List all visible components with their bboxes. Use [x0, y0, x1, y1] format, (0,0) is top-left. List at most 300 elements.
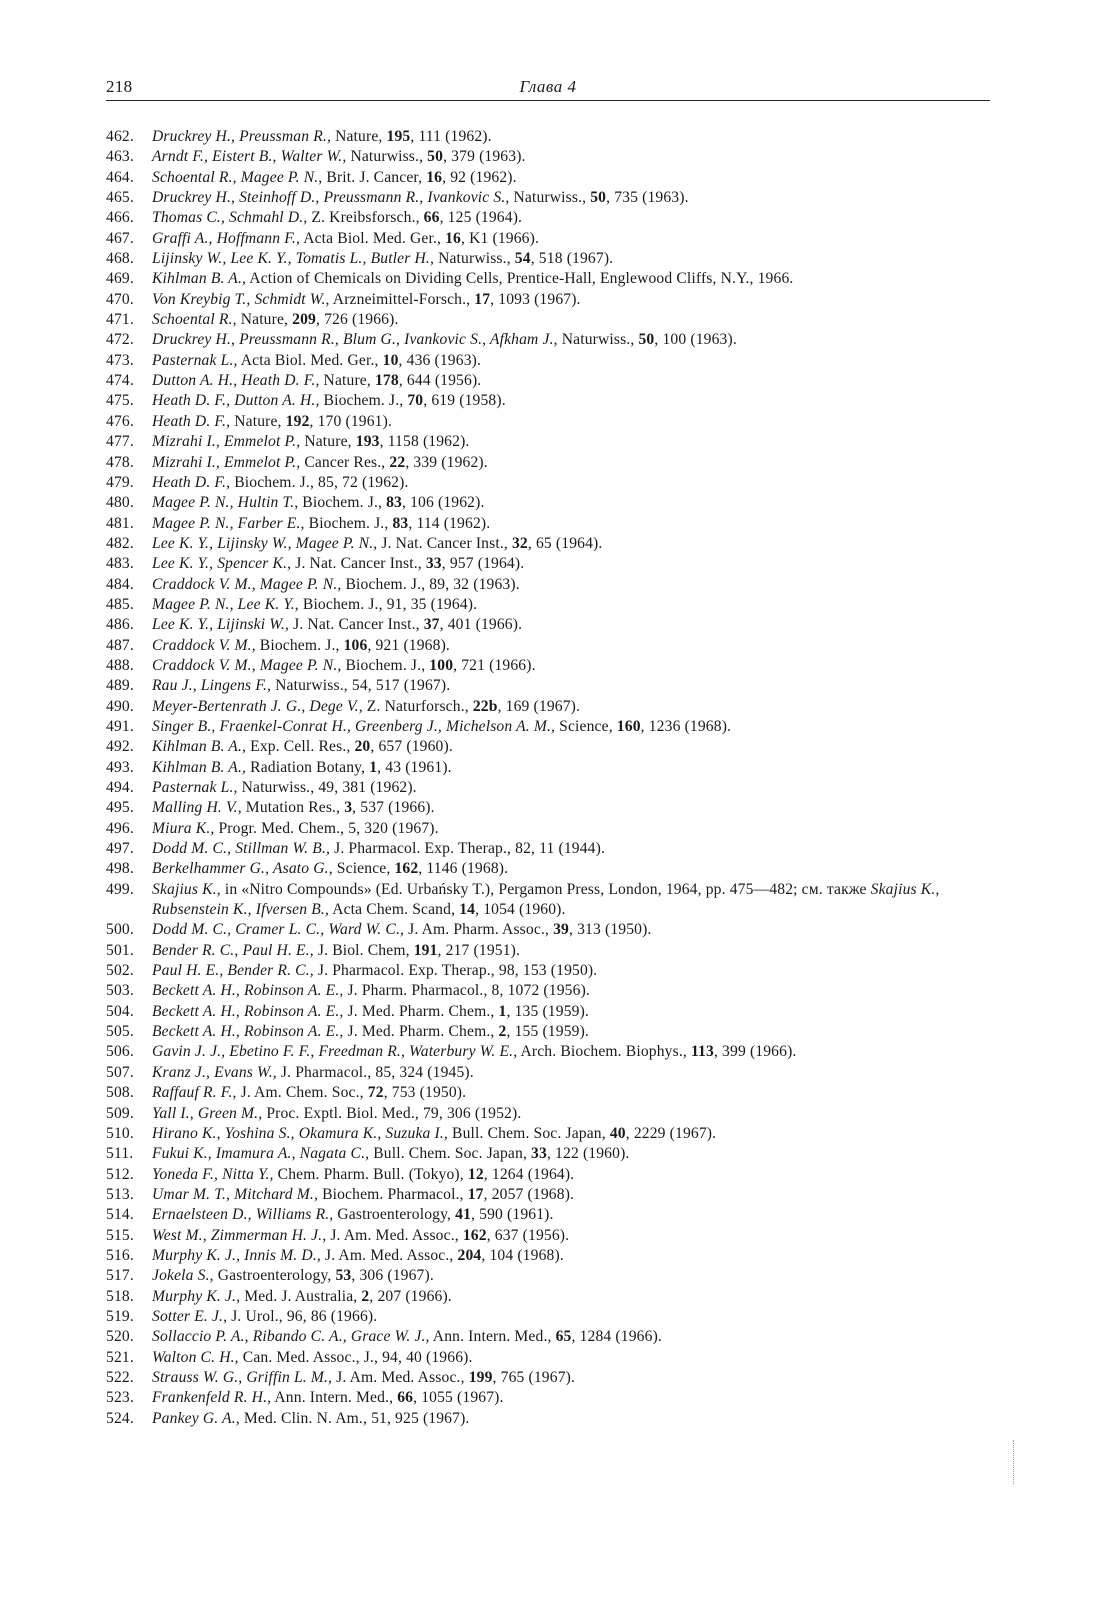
- reference-volume: 33: [531, 1145, 547, 1163]
- reference-volume: 83: [392, 514, 409, 532]
- reference-item: [106, 1185, 990, 1205]
- reference-source: Science,: [332, 860, 395, 878]
- reference-item: [106, 493, 990, 513]
- reference-pages-year: , 217 (1951).: [437, 941, 521, 959]
- reference-item: [106, 290, 990, 310]
- reference-authors: Magee P. N., Lee K. Y.,: [152, 595, 299, 613]
- reference-source: Nature,: [331, 128, 387, 145]
- reference-pages-year: , 169 (1967).: [497, 697, 581, 715]
- reference-item: [106, 880, 990, 921]
- reference-source: Ann. Intern. Med.,: [271, 1389, 398, 1407]
- reference-item: [106, 208, 990, 228]
- reference-authors: Druckrey H., Steinhoff D., Preussmann R., Ivankovic S.,: [152, 189, 510, 207]
- reference-pages-year: , 1054 (1960).: [475, 901, 566, 919]
- reference-pages-year: , 1055 (1967).: [413, 1389, 504, 1407]
- reference-authors: Sotter E. J.,: [152, 1307, 228, 1325]
- reference-volume: 160: [616, 717, 641, 735]
- reference-source: Biochem. J., 89, 32 (1963).: [341, 575, 520, 593]
- reference-authors: Kihlman B. A.,: [152, 270, 247, 288]
- reference-source: J. Pharmacol., 85, 324 (1945).: [276, 1063, 474, 1081]
- reference-volume: 178: [374, 372, 399, 390]
- reference-volume: 10: [382, 351, 399, 369]
- reference-source: J. Pharmacol. Exp. Therap., 98, 153 (1950).: [313, 962, 598, 980]
- reference-source: Gastroenterology,: [213, 1267, 336, 1285]
- reference-item: [106, 1368, 990, 1388]
- reference-source: Naturwiss.,: [346, 148, 428, 166]
- reference-source: Gastroenterology,: [333, 1206, 456, 1224]
- reference-item: [106, 1327, 990, 1347]
- reference-authors: Lee K. Y., Spencer K.,: [152, 555, 292, 573]
- reference-authors: Bender R. C., Paul H. E.,: [152, 941, 314, 959]
- reference-volume: 72: [367, 1084, 384, 1102]
- reference-item: [106, 229, 990, 249]
- reference-authors: Heath D. F.,: [152, 412, 231, 430]
- reference-source: Exp. Cell. Res.,: [246, 738, 355, 756]
- reference-source: Biochem. J.,: [341, 656, 430, 674]
- reference-source: Med. J. Australia,: [240, 1287, 362, 1305]
- reference-item: [106, 1165, 990, 1185]
- reference-item: [106, 473, 990, 493]
- reference-number: 519.: [106, 1307, 134, 1325]
- reference-authors: Miura K.,: [152, 819, 215, 837]
- reference-source: in «Nitro Compounds» (Ed. Urbańsky T.), Pergamon Press, London, 1964, pp. 475—482; см. также: [220, 880, 871, 898]
- reference-item: [106, 859, 990, 879]
- reference-volume: 14: [459, 901, 476, 919]
- reference-authors: Singer B., Fraenkel-Conrat H., Greenberg J., Michelson A. M.,: [152, 717, 556, 735]
- reference-number: 473.: [106, 351, 134, 369]
- reference-pages-year: , 155 (1959).: [506, 1023, 589, 1041]
- reference-item: [106, 798, 990, 818]
- reference-volume: 17: [467, 1185, 484, 1203]
- reference-source: Proc. Exptl. Biol. Med., 79, 306 (1952).: [262, 1104, 522, 1122]
- reference-pages-year: , 2229 (1967).: [625, 1124, 717, 1142]
- reference-authors: Yoneda F., Nitta Y.,: [152, 1165, 274, 1183]
- reference-pages-year: , 921 (1968).: [367, 636, 450, 654]
- reference-number: 520.: [106, 1328, 134, 1346]
- reference-item: [106, 432, 990, 452]
- reference-authors: Heath D. F., Dutton A. H.,: [152, 392, 320, 410]
- reference-number: 483.: [106, 555, 134, 573]
- reference-authors: Malling H. V.,: [152, 799, 242, 817]
- reference-source: Radiation Botany,: [246, 758, 370, 776]
- reference-item: [106, 1205, 990, 1225]
- reference-volume: 1: [369, 758, 378, 776]
- reference-number: 523.: [106, 1389, 134, 1407]
- reference-authors: Druckrey H., Preussman R.,: [152, 128, 332, 145]
- reference-source: Z. Kreibsforsch.,: [307, 209, 424, 227]
- reference-number: 511.: [106, 1145, 134, 1163]
- reference-source: Med. Clin. N. Am., 51, 925 (1967).: [239, 1409, 470, 1427]
- reference-number: 479.: [106, 473, 134, 491]
- reference-authors: Beckett A. H., Robinson A. E.,: [152, 982, 344, 1000]
- reference-number: 480.: [106, 494, 134, 512]
- reference-number: 502.: [106, 962, 134, 980]
- reference-authors: Rau J., Lingens F.,: [152, 677, 272, 695]
- reference-authors: Dodd M. C., Stillman W. B.,: [152, 840, 331, 858]
- reference-authors: Magee P. N., Farber E.,: [152, 514, 305, 532]
- reference-item: [106, 737, 990, 757]
- reference-volume: 22: [389, 453, 406, 471]
- reference-source: J. Am. Pharm. Assoc.,: [404, 921, 554, 939]
- reference-source: Naturwiss., 49, 381 (1962).: [237, 779, 417, 796]
- reference-pages-year: , 207 (1966).: [369, 1287, 452, 1305]
- reference-authors: Skajius K.,: [152, 880, 221, 898]
- reference-volume: 54: [514, 250, 531, 268]
- reference-number: 485.: [106, 595, 134, 613]
- page-header: [106, 74, 990, 101]
- reference-source: Biochem. J., 85, 72 (1962).: [230, 473, 409, 491]
- reference-number: 499.: [106, 880, 134, 898]
- reference-authors: Sollaccio P. A., Ribando C. A., Grace W. J.,: [152, 1328, 430, 1346]
- reference-source: Cancer Res.,: [300, 453, 390, 471]
- reference-volume: 22b: [472, 697, 498, 715]
- reference-number: 515.: [106, 1226, 134, 1244]
- reference-pages-year: , K1 (1966).: [460, 229, 540, 247]
- reference-volume: 50: [590, 189, 607, 207]
- reference-authors: Magee P. N., Hultin T.,: [152, 494, 299, 512]
- reference-source: Biochem. J., 91, 35 (1964).: [298, 595, 478, 613]
- reference-volume: 53: [335, 1267, 352, 1285]
- reference-item: [106, 758, 990, 778]
- reference-volume: 193: [355, 433, 380, 451]
- reference-number: 490.: [106, 697, 134, 715]
- reference-authors: Pankey G. A.,: [152, 1409, 240, 1427]
- reference-volume: 41: [455, 1206, 472, 1224]
- reference-item: [106, 1144, 990, 1164]
- reference-pages-year: , 135 (1959).: [506, 1002, 589, 1020]
- reference-volume: 83: [386, 494, 403, 512]
- reference-authors: Arndt F., Eistert B., Walter W.,: [152, 148, 347, 166]
- reference-item: [106, 961, 990, 981]
- reference-number: 488.: [106, 656, 134, 674]
- reference-source: Acta Biol. Med. Ger.,: [300, 229, 446, 247]
- reference-source: Progr. Med. Chem., 5, 320 (1967).: [214, 819, 439, 837]
- reference-authors: Umar M. T., Mitchard M.,: [152, 1185, 319, 1203]
- reference-source: Naturwiss.,: [509, 189, 591, 207]
- reference-source: Biochem. Pharmacol.,: [318, 1185, 468, 1203]
- reference-item: [106, 351, 990, 371]
- reference-volume: 195: [386, 128, 411, 145]
- reference-number: 491.: [106, 717, 134, 735]
- reference-authors: Lijinsky W., Lee K. Y., Tomatis L., Butler H.,: [152, 250, 435, 268]
- reference-volume: 106: [343, 636, 368, 654]
- reference-authors: Meyer-Bertenrath J. G., Dege V.,: [152, 697, 363, 715]
- reference-authors: Mizrahi I., Emmelot P.,: [152, 433, 301, 451]
- reference-number: 492.: [106, 738, 134, 756]
- reference-item: [106, 636, 990, 656]
- reference-volume: 162: [462, 1226, 487, 1244]
- reference-authors: Gavin J. J., Ebetino F. F., Freedman R., Waterbury W. E.,: [152, 1043, 518, 1061]
- reference-volume: 2: [498, 1023, 507, 1041]
- reference-authors: Dodd M. C., Cramer L. C., Ward W. C.,: [152, 921, 405, 939]
- reference-volume: 162: [394, 860, 419, 878]
- reference-volume: 20: [354, 738, 371, 756]
- reference-item: [106, 1083, 990, 1103]
- reference-source: Ann. Intern. Med.,: [429, 1328, 556, 1346]
- reference-authors: Dutton A. H., Heath D. F.,: [152, 372, 320, 390]
- reference-authors: Berkelhammer G., Asato G.,: [152, 860, 333, 878]
- reference-volume: 16: [426, 168, 443, 186]
- reference-item: [106, 147, 990, 167]
- reference-pages-year: , 436 (1963).: [398, 351, 482, 369]
- reference-authors: Strauss W. G., Griffin L. M.,: [152, 1368, 333, 1386]
- reference-volume: 70: [407, 392, 424, 410]
- reference-number: 484.: [106, 575, 134, 593]
- reference-pages-year: , 114 (1962).: [408, 514, 491, 532]
- reference-item: [106, 514, 990, 534]
- reference-authors: Jokela S.,: [152, 1267, 214, 1285]
- reference-source: J. Nat. Cancer Inst.,: [377, 534, 512, 552]
- reference-source: J. Am. Med. Assoc.,: [326, 1226, 463, 1244]
- reference-number: 468.: [106, 250, 134, 268]
- reference-volume: 50: [638, 331, 655, 349]
- reference-pages-year: , 657 (1960).: [370, 738, 453, 756]
- running-head: Глава 4: [519, 77, 577, 96]
- reference-item: [106, 127, 990, 147]
- reference-volume: 2: [361, 1287, 370, 1305]
- reference-volume: 66: [423, 209, 440, 227]
- reference-item: [106, 1287, 990, 1307]
- reference-number: 504.: [106, 1002, 134, 1020]
- reference-pages-year: , 401 (1966).: [439, 616, 523, 634]
- reference-number: 463.: [106, 148, 134, 166]
- reference-item: [106, 412, 990, 432]
- reference-number: 494.: [106, 779, 134, 796]
- reference-pages-year: , 1158 (1962).: [379, 433, 470, 451]
- reference-pages-year: , 125 (1964).: [439, 209, 523, 227]
- reference-authors: Frankenfeld R. H.,: [152, 1389, 272, 1407]
- reference-authors: Thomas C., Schmahl D.,: [152, 209, 308, 227]
- reference-number: 472.: [106, 331, 134, 349]
- reference-volume: 17: [474, 290, 491, 308]
- reference-source: Bull. Chem. Soc. Japan,: [369, 1145, 532, 1163]
- reference-number: 474.: [106, 372, 134, 390]
- reference-volume: 66: [397, 1389, 414, 1407]
- reference-volume: 100: [429, 656, 454, 674]
- reference-authors: Von Kreybig T., Schmidt W.,: [152, 290, 330, 308]
- reference-pages-year: , 379 (1963).: [443, 148, 526, 166]
- reference-source: Arch. Biochem. Biophys.,: [517, 1043, 691, 1061]
- reference-item: [106, 168, 990, 188]
- reference-authors: Lee K. Y., Lijinsky W., Magee P. N.,: [152, 534, 378, 552]
- reference-number: 521.: [106, 1348, 134, 1366]
- reference-source: Arzneimittel-Forsch.,: [329, 290, 475, 308]
- reference-item: [106, 920, 990, 940]
- reference-pages-year: , 1146 (1968).: [418, 860, 509, 878]
- reference-authors: Lee K. Y., Lijinski W.,: [152, 616, 290, 634]
- reference-pages-year: , 644 (1956).: [398, 372, 482, 390]
- reference-number: 489.: [106, 677, 134, 695]
- reference-number: 512.: [106, 1165, 134, 1183]
- reference-source: Brit. J. Cancer,: [322, 168, 427, 186]
- reference-number: 482.: [106, 534, 134, 552]
- reference-source: Action of Chemicals on Dividing Cells, Prentice-Hall, Englewood Cliffs, N.Y., 1966.: [246, 270, 794, 288]
- reference-item: [106, 371, 990, 391]
- reference-number: 486.: [106, 616, 134, 634]
- reference-authors: Schoental R.,: [152, 311, 237, 329]
- reference-source: Biochem. J.,: [298, 494, 387, 512]
- reference-item: [106, 575, 990, 595]
- reference-pages-year: , 1093 (1967).: [490, 290, 581, 308]
- reference-item: [106, 330, 990, 350]
- reference-item: [106, 269, 990, 289]
- reference-volume: 3: [344, 799, 353, 817]
- reference-number: 464.: [106, 168, 134, 186]
- reference-authors: Ernaelsteen D., Williams R.,: [152, 1206, 334, 1224]
- reference-source: J. Med. Pharm. Chem.,: [343, 1023, 499, 1041]
- reference-pages-year: , 1284 (1966).: [571, 1328, 662, 1346]
- reference-number: 469.: [106, 270, 134, 288]
- reference-item: [106, 554, 990, 574]
- reference-number: 514.: [106, 1206, 134, 1224]
- reference-source: J. Am. Med. Assoc.,: [332, 1368, 469, 1386]
- reference-pages-year: , 590 (1961).: [471, 1206, 554, 1224]
- reference-source: Biochem. J.,: [255, 636, 344, 654]
- reference-source: J. Biol. Chem,: [313, 941, 414, 959]
- reference-item: [106, 391, 990, 411]
- reference-pages-year: , 1236 (1968).: [640, 717, 732, 735]
- reference-source: Science,: [555, 717, 617, 735]
- reference-list: [106, 127, 990, 1429]
- reference-number: 506.: [106, 1043, 134, 1061]
- reference-number: 496.: [106, 819, 134, 837]
- reference-item: [106, 839, 990, 859]
- reference-number: 498.: [106, 860, 134, 878]
- reference-item: [106, 1063, 990, 1083]
- reference-volume: 39: [553, 921, 569, 939]
- reference-authors: Fukui K., Imamura A., Nagata C.,: [152, 1145, 370, 1163]
- reference-item: [106, 1124, 990, 1144]
- reference-number: 503.: [106, 982, 134, 1000]
- reference-item: [106, 697, 990, 717]
- reference-pages-year: , 65 (1964).: [527, 534, 603, 552]
- reference-source: Mutation Res.,: [241, 799, 345, 817]
- reference-source: Naturwiss.,: [434, 250, 515, 268]
- reference-number: 524.: [106, 1409, 134, 1427]
- reference-source: J. Pharm. Pharmacol., 8, 1072 (1956).: [343, 982, 590, 1000]
- reference-source: J. Urol., 96, 86 (1966).: [227, 1307, 378, 1325]
- reference-item: [106, 1388, 990, 1408]
- reference-authors: Kranz J., Evans W.,: [152, 1063, 277, 1081]
- reference-authors: West M., Zimmerman H. J.,: [152, 1226, 327, 1244]
- reference-source: Can. Med. Assoc., J., 94, 40 (1966).: [238, 1348, 473, 1366]
- reference-authors-secondary: Skajius K., Rubsenstein K., Ifversen B.,: [152, 880, 940, 919]
- reference-pages-year: , 306 (1967).: [351, 1267, 434, 1285]
- reference-item: [106, 310, 990, 330]
- reference-source: Z. Naturforsch.,: [362, 697, 473, 715]
- reference-item: [106, 1002, 990, 1022]
- reference-authors: Pasternak L.,: [152, 351, 238, 369]
- reference-item: [106, 595, 990, 615]
- reference-pages-year: , 2057 (1968).: [483, 1185, 575, 1203]
- reference-pages-year: , 100 (1963).: [654, 331, 737, 349]
- reference-item: [106, 1307, 990, 1327]
- reference-volume: 204: [457, 1246, 482, 1264]
- reference-volume: 32: [511, 534, 528, 552]
- reference-source: Bull. Chem. Soc. Japan,: [447, 1124, 610, 1142]
- reference-number: 481.: [106, 514, 134, 532]
- reference-source: Nature,: [236, 311, 293, 329]
- reference-number: 478.: [106, 453, 134, 471]
- reference-item: [106, 188, 990, 208]
- reference-volume: 192: [285, 412, 310, 430]
- reference-authors: Beckett A. H., Robinson A. E.,: [152, 1023, 344, 1041]
- reference-authors: Raffauf R. F.,: [152, 1084, 237, 1102]
- reference-authors: Pasternak L.,: [152, 779, 238, 796]
- reference-source: Nature,: [319, 372, 375, 390]
- reference-authors: Yall I., Green M.,: [152, 1104, 263, 1122]
- reference-authors: Hirano K., Yoshina S., Okamura K., Suzuka I.,: [152, 1124, 448, 1142]
- reference-source: J. Nat. Cancer Inst.,: [289, 616, 424, 634]
- reference-authors: Walton C. H.,: [152, 1348, 239, 1366]
- reference-number: 508.: [106, 1084, 134, 1102]
- reference-pages-year: , 957 (1964).: [441, 555, 525, 573]
- reference-authors: Craddock V. M., Magee P. N.,: [152, 656, 342, 674]
- reference-source: J. Med. Pharm. Chem.,: [343, 1002, 499, 1020]
- reference-item: [106, 1104, 990, 1124]
- reference-pages-year: , 399 (1966).: [713, 1043, 797, 1061]
- reference-volume: 113: [690, 1043, 714, 1061]
- reference-pages-year: , 1264 (1964).: [483, 1165, 575, 1183]
- reference-item: [106, 778, 990, 798]
- reference-pages-year: , 111 (1962).: [410, 128, 492, 145]
- reference-volume: 16: [445, 229, 461, 247]
- reference-item: [106, 676, 990, 696]
- reference-pages-year: , 765 (1967).: [492, 1368, 576, 1386]
- reference-number: 509.: [106, 1104, 134, 1122]
- reference-source: J. Pharmacol. Exp. Therap., 82, 11 (1944).: [330, 840, 606, 858]
- reference-pages-year: , 313 (1950).: [568, 921, 652, 939]
- reference-number: 517.: [106, 1267, 134, 1285]
- reference-source: J. Am. Chem. Soc.,: [236, 1084, 368, 1102]
- reference-authors: Mizrahi I., Emmelot P.,: [152, 453, 301, 471]
- reference-authors: Paul H. E., Bender R. C.,: [152, 962, 314, 980]
- reference-authors: Kihlman B. A.,: [152, 758, 247, 776]
- reference-number: 465.: [106, 189, 134, 207]
- reference-pages-year: , 122 (1960).: [546, 1145, 630, 1163]
- reference-number: 522.: [106, 1368, 134, 1386]
- reference-number: 487.: [106, 636, 134, 654]
- reference-authors: Craddock V. M., Magee P. N.,: [152, 575, 342, 593]
- page-number: 218: [106, 77, 133, 96]
- reference-volume: 191: [413, 941, 438, 959]
- reference-authors: Schoental R., Magee P. N.,: [152, 168, 323, 186]
- reference-authors: Kihlman B. A.,: [152, 738, 247, 756]
- reference-number: 505.: [106, 1023, 134, 1041]
- reference-item: [106, 717, 990, 737]
- reference-pages-year: , 637 (1956).: [486, 1226, 570, 1244]
- reference-item: [106, 453, 990, 473]
- reference-number: 493.: [106, 758, 134, 776]
- reference-number: 476.: [106, 412, 134, 430]
- reference-number: 477.: [106, 433, 134, 451]
- reference-authors: Druckrey H., Preussmann R., Blum G., Ivankovic S., Afkham J.,: [152, 331, 558, 349]
- reference-number: 507.: [106, 1063, 134, 1081]
- reference-volume: 12: [467, 1165, 484, 1183]
- reference-source: Biochem. J.,: [304, 514, 393, 532]
- reference-source: Nature,: [230, 412, 286, 430]
- reference-number: 471.: [106, 311, 134, 329]
- reference-source: Chem. Pharm. Bull. (Tokyo),: [273, 1165, 468, 1183]
- reference-volume: 37: [423, 616, 440, 634]
- reference-pages-year: , 721 (1966).: [453, 656, 536, 674]
- reference-volume: 50: [427, 148, 444, 166]
- reference-item: [106, 1246, 990, 1266]
- reference-item: [106, 1348, 990, 1368]
- reference-number: 516.: [106, 1246, 134, 1264]
- reference-item: [106, 819, 990, 839]
- reference-source-secondary: Acta Chem. Scand,: [329, 901, 460, 919]
